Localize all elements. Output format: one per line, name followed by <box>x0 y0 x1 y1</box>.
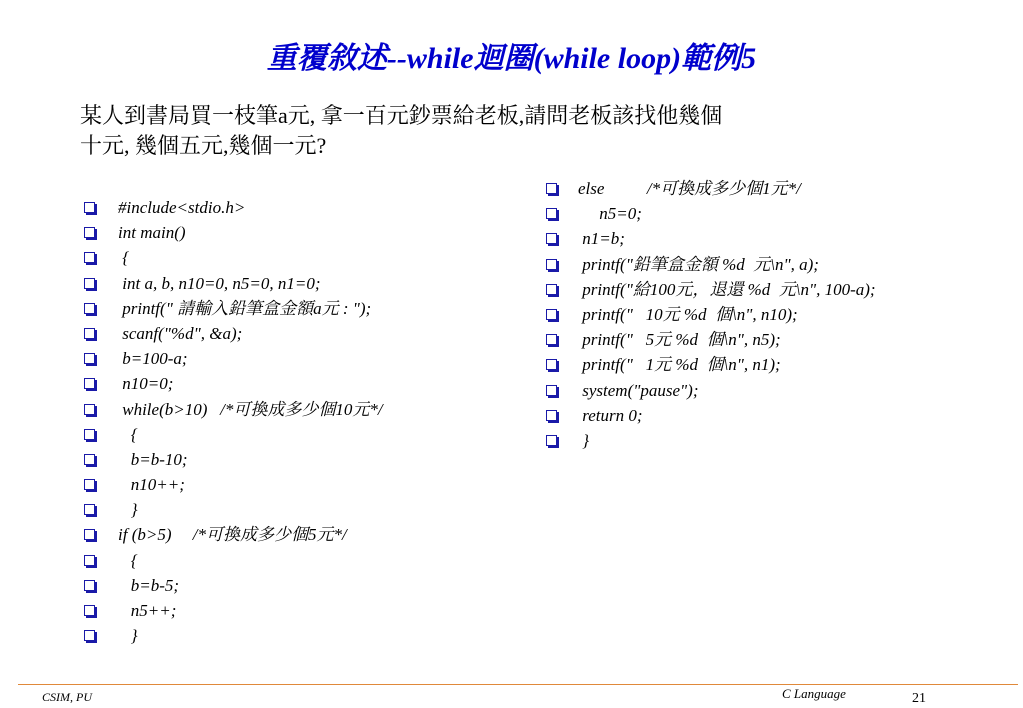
code-text: n10++; <box>118 475 185 495</box>
code-text: int main() <box>118 223 186 243</box>
code-text: } <box>578 430 590 450</box>
square-bullet-icon <box>546 284 557 295</box>
square-bullet-icon <box>84 227 95 238</box>
code-text: n10=0; <box>118 374 174 394</box>
code-text: b=b-10; <box>118 449 188 469</box>
code-text: else /*可換成多少個1元*/ <box>578 179 801 198</box>
code-line <box>546 302 876 327</box>
square-bullet-icon <box>84 529 95 540</box>
code-line <box>84 548 383 573</box>
code-line <box>84 195 383 220</box>
code-text: n5=0; <box>578 204 642 224</box>
code-line <box>84 447 383 472</box>
code-line <box>84 497 383 522</box>
code-text: n1=b; <box>578 229 625 249</box>
square-bullet-icon <box>546 359 557 370</box>
code-line <box>84 245 383 270</box>
slide-title: 重覆敘述--while迴圈(while loop)範例5 <box>266 42 757 75</box>
code-text: printf(" 5元 %d 個\n", n5); <box>578 330 781 350</box>
square-bullet-icon <box>84 630 95 641</box>
square-bullet-icon <box>84 378 95 389</box>
square-bullet-icon <box>546 385 557 396</box>
code-text: } <box>118 626 138 646</box>
code-list-left <box>84 195 383 648</box>
code-line <box>546 226 876 251</box>
square-bullet-icon <box>84 605 95 616</box>
code-line <box>546 378 876 403</box>
footer-course: C Language <box>782 686 846 701</box>
square-bullet-icon <box>84 278 95 289</box>
square-bullet-icon <box>546 208 557 219</box>
code-line <box>84 220 383 245</box>
square-bullet-icon <box>546 410 557 421</box>
code-text: while(b>10) /*可換成多少個10元*/ <box>118 399 383 419</box>
footer-org: CSIM, PU <box>42 690 92 704</box>
code-line <box>84 271 383 296</box>
code-text: b=b-5; <box>118 575 180 595</box>
code-line <box>84 321 383 346</box>
code-text: if (b>5) /*可換成多少個5元*/ <box>118 525 347 545</box>
code-text: } <box>118 500 138 520</box>
code-text: system("pause"); <box>578 380 699 400</box>
square-bullet-icon <box>84 202 95 213</box>
square-bullet-icon <box>546 259 557 270</box>
code-line <box>84 371 383 396</box>
code-text: printf(" 請輸入鉛筆盒金額a元 : "); <box>118 298 372 318</box>
code-line <box>84 472 383 497</box>
square-bullet-icon <box>84 404 95 415</box>
code-text: { <box>118 248 130 268</box>
problem-statement <box>80 101 900 161</box>
code-list-right <box>546 176 876 453</box>
square-bullet-icon <box>84 429 95 440</box>
code-text: int a, b, n10=0, n5=0, n1=0; <box>118 273 321 293</box>
square-bullet-icon <box>546 233 557 244</box>
code-line <box>546 277 876 302</box>
code-line <box>546 201 876 226</box>
code-line <box>84 422 383 447</box>
code-text: #include<stdio.h> <box>118 198 246 217</box>
code-line <box>546 176 876 201</box>
code-text: printf("鉛筆盒金額 %d 元\n", a); <box>578 254 819 274</box>
code-line <box>84 623 383 648</box>
code-line <box>546 327 876 352</box>
code-text: { <box>118 550 138 570</box>
square-bullet-icon <box>546 309 557 320</box>
code-line <box>546 428 876 453</box>
code-line <box>546 252 876 277</box>
code-text: n5++; <box>118 601 177 620</box>
square-bullet-icon <box>84 353 95 364</box>
code-line <box>546 403 876 428</box>
square-bullet-icon <box>84 303 95 314</box>
code-text: b=100-a; <box>118 349 188 369</box>
code-text: printf(" 1元 %d 個\n", n1); <box>578 355 781 375</box>
square-bullet-icon <box>84 252 95 263</box>
square-bullet-icon <box>84 555 95 566</box>
square-bullet-icon <box>84 504 95 515</box>
problem-line-1: 某人到書局買一枝筆a元, 拿一百元鈔票給老板,請問老板該找他幾個 <box>80 103 723 128</box>
code-line <box>84 598 383 623</box>
square-bullet-icon <box>546 435 557 446</box>
code-line <box>84 397 383 422</box>
square-bullet-icon <box>546 334 557 345</box>
code-line <box>84 296 383 321</box>
code-line <box>84 346 383 371</box>
code-line <box>84 522 383 547</box>
problem-line-2: 十元, 幾個五元,幾個一元? <box>80 133 327 158</box>
code-text: scanf("%d", &a); <box>118 323 243 343</box>
square-bullet-icon <box>84 454 95 465</box>
square-bullet-icon <box>546 183 557 194</box>
square-bullet-icon <box>84 580 95 591</box>
code-line <box>546 352 876 377</box>
square-bullet-icon <box>84 479 95 490</box>
code-line <box>84 573 383 598</box>
footer-divider <box>18 684 1018 685</box>
code-text: return 0; <box>578 405 643 425</box>
page-number: 21 <box>912 691 926 706</box>
code-text: { <box>118 424 138 444</box>
square-bullet-icon <box>84 328 95 339</box>
code-text: printf("給100元，退還 %d 元\n", 100-a); <box>578 279 876 299</box>
code-text: printf(" 10元 %d 個\n", n10); <box>578 304 798 324</box>
